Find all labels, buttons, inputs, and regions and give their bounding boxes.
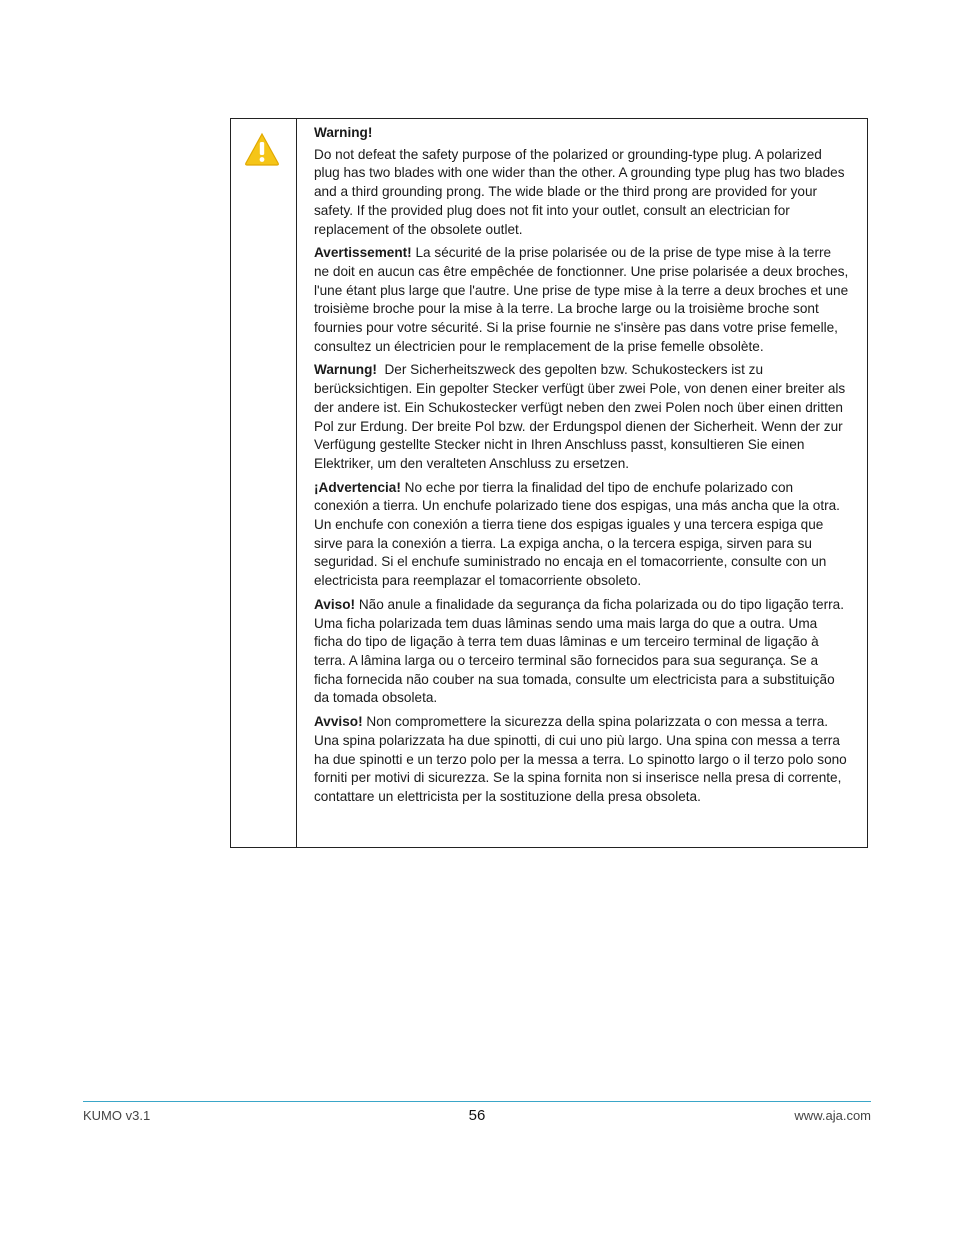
footer-divider	[83, 1101, 871, 1102]
german-text: Der Sicherheitszweck des gepolten bzw. Schukosteckers ist zu berücksichtigen. Ein gepolter Stecker verfügt über zwei Pole, von denen einer breiter als der andere ist. Ein Schukostecker verfügt neben den zwei Polen noch über einen dritten Pol zur Erdung. Der breite Pol bzw. der Erdungspol dienen der Sicherheit. Wenn der zur Verfügung gestellte Stecker nicht in Ihren Anschluss passt, konsultieren Sie einen Elektriker, um den veralteten Anschluss zu ersetzen.	[314, 362, 849, 471]
french-label: Avertissement!	[314, 245, 412, 261]
german-label: Warnung!	[314, 362, 377, 378]
warning-portuguese	[314, 596, 849, 708]
warning-french	[314, 244, 849, 356]
spanish-text: No eche por tierra la finalidad del tipo de enchufe polarizado con conexión a tierra. Un enchufe polarizado tiene dos espigas, una más ancha que la otra. Un enchufe con conexión a tierra tiene dos espigas iguales y una tercera espiga que sirve para la conexión a tierra. La expiga ancha, o la tercera espiga, sirven para su seguridad. Si el enchufe suministrado no encaja en el tomacorriente, consulte con un electricista para reemplazar el tomacorriente obsoleto.	[314, 479, 840, 589]
warning-spanish	[314, 479, 849, 591]
page-number: 56	[468, 1107, 486, 1124]
warning-text	[297, 119, 867, 847]
warning-english: Do not defeat the safety purpose of the polarized or grounding-type plug. A polarized plug has two blades with one wider than the other. A grounding type plug has two blades and a third grounding prong. The wide blade or the third prong are provided for your safety. If the provided plug does not fit into your outlet, consult an electrician for replacement of the obsolete outlet.	[314, 146, 845, 237]
footer-website[interactable]: www.aja.com	[794, 1108, 871, 1123]
spanish-label: ¡Advertencia!	[314, 479, 401, 495]
portuguese-text: Não anule a finalidade da segurança da ficha polarizada ou do tipo ligação terra. Uma ficha polarizada tem duas lâminas sendo uma mais larga do que a outra. Uma ficha do tipo de ligação à terra tem duas lâminas e um terceiro terminal de ligação à terra. A lâmina larga ou o terceiro terminal são fornecidos para sua segurança. Se a ficha fornecida não couber na sua tomada, consulte um electricista para a substituição da tomada obsoleta.	[314, 596, 845, 706]
warning-heading: Warning!	[314, 125, 373, 140]
portuguese-label: Aviso!	[314, 596, 356, 612]
warning-icon-cell	[231, 119, 297, 847]
warning-triangle-icon	[244, 132, 280, 166]
warning-box	[230, 118, 868, 848]
footer-product-version: KUMO v3.1	[83, 1108, 151, 1123]
warning-german	[314, 361, 849, 473]
italian-text: Non compromettere la sicurezza della spina polarizzata o con messa a terra. Una spina polarizzata ha due spinotti, di cui uno più largo. Una spina con messa a terra ha due spinotti e un terzo polo per la messa a terra. Lo spinotto largo o il terzo polo sono forniti per motivi di sicurezza. Se la spina fornita non si inserisce nella presa di corrente, contattare un elettricista per la sostituzione della presa obsoleta.	[314, 714, 847, 804]
warning-italian	[314, 713, 849, 807]
italian-label: Avviso!	[314, 714, 363, 730]
french-text: La sécurité de la prise polarisée ou de la prise de type mise à la terre ne doit en aucun cas être empêchée de fonctionner. Une prise polarisée a deux broches, l'une étant plus large que l'autre. Une prise de type mise à la terre a deux broches et une troisième broche pour la mise à la terre. La broche large ou la troisième broche sont fournies pour votre sécurité. Si la prise fournie ne s'insère pas dans votre prise femelle, consultez un électricien pour le remplacement de la prise femelle obsolète.	[314, 245, 849, 354]
